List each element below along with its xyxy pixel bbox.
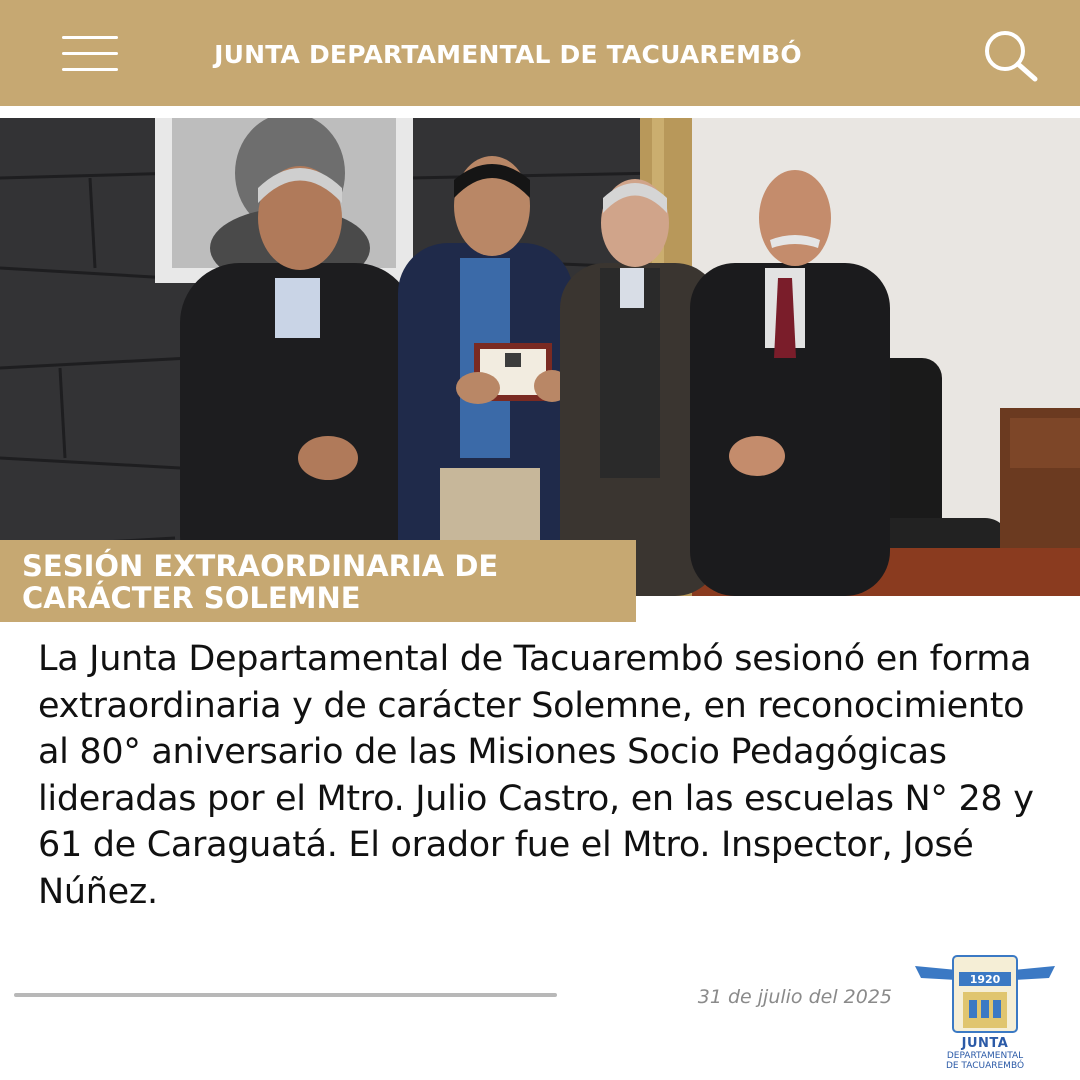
logo-year: 1920 xyxy=(969,973,1001,986)
headline-line-1: SESIÓN EXTRAORDINARIA DE xyxy=(22,549,499,583)
header-divider xyxy=(0,106,1080,118)
logo-label-sub xyxy=(915,1051,1055,1071)
headline-line-2: CARÁCTER SOLEMNE xyxy=(22,581,361,615)
logo-label-line-2: DEPARTAMENTAL xyxy=(946,1051,1024,1061)
article-body: La Junta Departamental de Tacuarembó sesionó en forma extraordinaria y de carácter Solemne, en reconocimiento al 80° aniversario de las Misiones Socio Pedagógicas lideradas por el Mtro. Julio Castro, en las escuelas N° 28 y 61 de Caraguatá. El orador fue el Mtro. Inspector, José Núñez. xyxy=(38,639,1034,912)
logo-label-line-3: DE TACUAREMBÓ xyxy=(945,1061,1025,1071)
search-icon[interactable] xyxy=(982,28,1040,84)
logo-label-junta: JUNTA xyxy=(961,1036,1009,1051)
event-photo xyxy=(0,118,1080,596)
site-title: JUNTA DEPARTAMENTAL DE TACUAREMBÓ xyxy=(214,40,802,69)
publish-date: 31 de jjulio del 2025 xyxy=(697,986,892,1008)
footer-divider xyxy=(14,993,557,997)
headline xyxy=(22,550,622,614)
top-bar xyxy=(0,0,1080,106)
